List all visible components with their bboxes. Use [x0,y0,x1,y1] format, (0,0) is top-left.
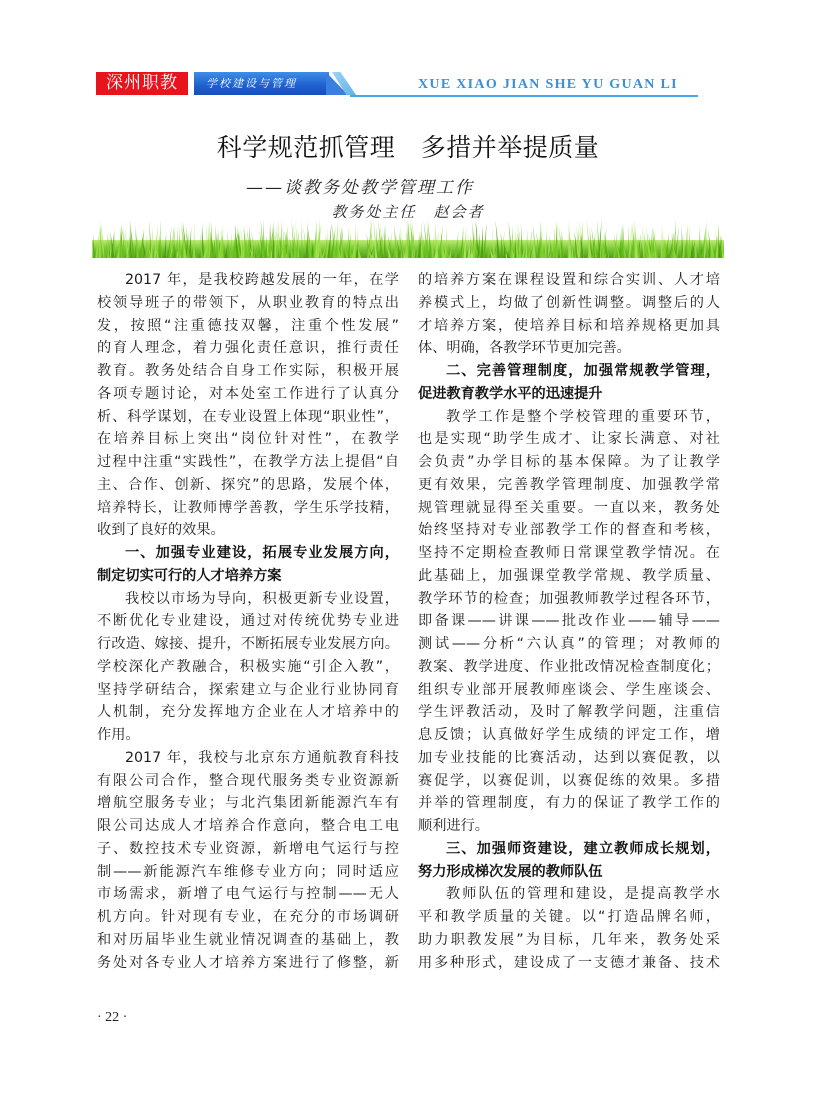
paragraph-line: 过程中注重“实践性”，在教学方法上提倡“自 [97,454,399,470]
journal-brand: 深州职教 [96,72,188,95]
paragraph-line: 人机制，充分发挥地方企业在人才培养中的 [97,704,399,721]
paragraph-line: 制——新能源汽车维修专业方向；同时适应 [97,863,399,880]
paragraph-line: 赛促学，以赛促训，以赛促练的效果。多措 [418,772,720,789]
paragraph-line: 的培养方案在课程设置和综合实训、人才培 [418,272,720,288]
section-tab: 学校建设与管理 [194,72,329,95]
paragraph-line: 会负责”办学目标的基本保障。为了让教学 [418,454,720,470]
paragraph-line: 和对历届毕业生就业情况调查的基础上，教 [97,931,399,948]
article-subtitle: ——谈教务处教学管理工作 [246,178,474,198]
section-heading-line: 促进教育教学水平的迅速提升 [418,385,603,402]
paragraph-line: 学生评教活动，及时了解教学问题，注重信 [418,704,720,721]
paragraph-line: 用多种形式，建设成了一支德才兼备、技术 [418,954,720,971]
paragraph-line: 平和教学质量的关键。以“打造品牌名师， [418,909,720,925]
paragraph-line: 加专业技能的比赛活动，达到以赛促教，以 [418,749,720,766]
paragraph-line: 有限公司合作，整合现代服务类专业资源新 [97,772,399,789]
paragraph-line: 的育人理念，着力强化责任意识，推行责任 [97,340,399,357]
grass-blade [301,220,303,258]
page-number: · 22 · [97,1010,128,1025]
paragraph-line: 培养特长，让教师博学善教，学生乐学技精， [97,499,399,516]
paragraph-line: 收到了良好的效果。 [97,522,225,539]
left-column [97,269,399,974]
paragraph-line: 始终坚持对专业部教学工作的督查和考核， [418,522,720,539]
paragraph-line: 才培养方案，使培养目标和培养规格更加具 [418,317,720,334]
paragraph-line: 子、数控技术专业资源，新增电气运行与控 [97,840,399,857]
grass-blade [193,221,195,258]
paragraph-line: 市场需求，新增了电气运行与控制——无人 [97,886,399,903]
paragraph-line: 教学环节的检查；加强教师教学过程各环节， [418,590,720,607]
paragraph-line: 教育。教务处结合自身工作实际，积极开展 [97,363,399,379]
paragraph-line: 机方向。针对现有专业，在充分的市场调研 [97,909,399,925]
paragraph-line: 各项专题讨论，对本处室工作进行了认真分 [97,385,399,402]
header-rule [350,95,698,97]
paragraph-line: 此基础上，加强课堂教学常规、教学质量、 [418,567,720,584]
paragraph-line: 2017 年，是我校跨越发展的一年，在学 [125,272,399,288]
paragraph-line: 体、明确，各教学环节更加完善。 [418,340,631,357]
paragraph-line: 主、合作、创新、探究”的思路，发展个体， [97,476,399,493]
paragraph-line: 规管理就显得至关重要。一直以来，教务处 [418,499,720,516]
paragraph-line: 作用。 [97,727,140,743]
paragraph-line: 发，按照“注重德技双馨，注重个性发展” [97,317,399,334]
section-heading-line: 一、加强专业建设，拓展专业发展方向， [125,545,399,561]
right-column [418,269,720,974]
paragraph-line: 不断优化专业建设，通过对传统优势专业进 [97,613,399,630]
paragraph-line: 也是实现“助学生成才、让家长满意、对社 [418,431,720,448]
paragraph-line: 坚持学研结合，探索建立与企业行业协同育 [97,681,399,698]
paragraph-line: 学校深化产教融合，积极实施“引企入教”， [97,658,399,675]
section-heading-line: 制定切实可行的人才培养方案 [97,567,282,584]
article-byline: 教务处主任 赵会者 [331,203,485,221]
paragraph-line: 在培养目标上突出“岗位针对性”，在教学 [97,431,399,448]
paragraph-line: 教学工作是整个学校管理的重要环节， [446,408,720,425]
paragraph-line: 顺利进行。 [418,818,489,834]
grass-banner-icon [92,214,724,258]
paragraph-line: 教案、教学进度、作业批改情况检查制度化； [418,658,720,675]
section-heading-line: 二、完善管理制度，加强常规教学管理， [446,363,720,379]
article-title: 科学规范抓管理 多措并举提质量 [216,133,600,162]
paragraph-line: 组织专业部开展教师座谈会、学生座谈会、 [418,681,720,698]
paragraph-line: 行改造、嫁接、提升，不断拓展专业发展方向。 [97,636,399,652]
paragraph-line: 更有效果，完善教学管理制度、加强教学常 [418,476,720,493]
paragraph-line: 限公司达成人才培养合作意向，整合电工电 [97,818,399,834]
paragraph-line: 息反馈；认真做好学生成绩的评定工作，增 [418,727,720,743]
paragraph-line: 我校以市场为导向，积极更新专业设置， [125,590,399,607]
paragraph-line: 测试——分析“六认真”的管理；对教师的 [418,636,720,652]
paragraph-line: 教师队伍的管理和建设，是提高教学水 [446,886,720,903]
paragraph-line: 校领导班子的带领下，从职业教育的特点出 [97,294,399,311]
paragraph-line: 2017 年，我校与北京东方通航教育科技 [125,749,399,766]
paragraph-line: 坚持不定期检查教师日常课堂教学情况。在 [418,545,720,561]
paragraph-line: 即备课——讲课——批改作业——辅导—— [418,613,720,630]
paragraph-line: 并举的管理制度，有力的保证了教学工作的 [418,795,720,812]
paragraph-line: 助力职教发展”为目标，几年来，教务处采 [418,931,720,948]
paragraph-line: 析、科学谋划，在专业设置上体现“职业性”， [97,408,399,425]
paragraph-line: 增航空服务专业；与北汽集团新能源汽车有 [97,795,399,812]
section-heading-line: 三、加强师资建设，建立教师成长规划， [446,840,720,857]
paragraph-line: 务处对各专业人才培养方案进行了修整，新 [97,954,399,971]
paragraph-line: 养模式上，均做了创新性调整。调整后的人 [418,294,720,311]
running-header [0,0,816,110]
section-heading-line: 努力形成梯次发展的教师队伍 [418,863,603,880]
section-pinyin: XUE XIAO JIAN SHE YU GUAN LI [418,77,678,92]
